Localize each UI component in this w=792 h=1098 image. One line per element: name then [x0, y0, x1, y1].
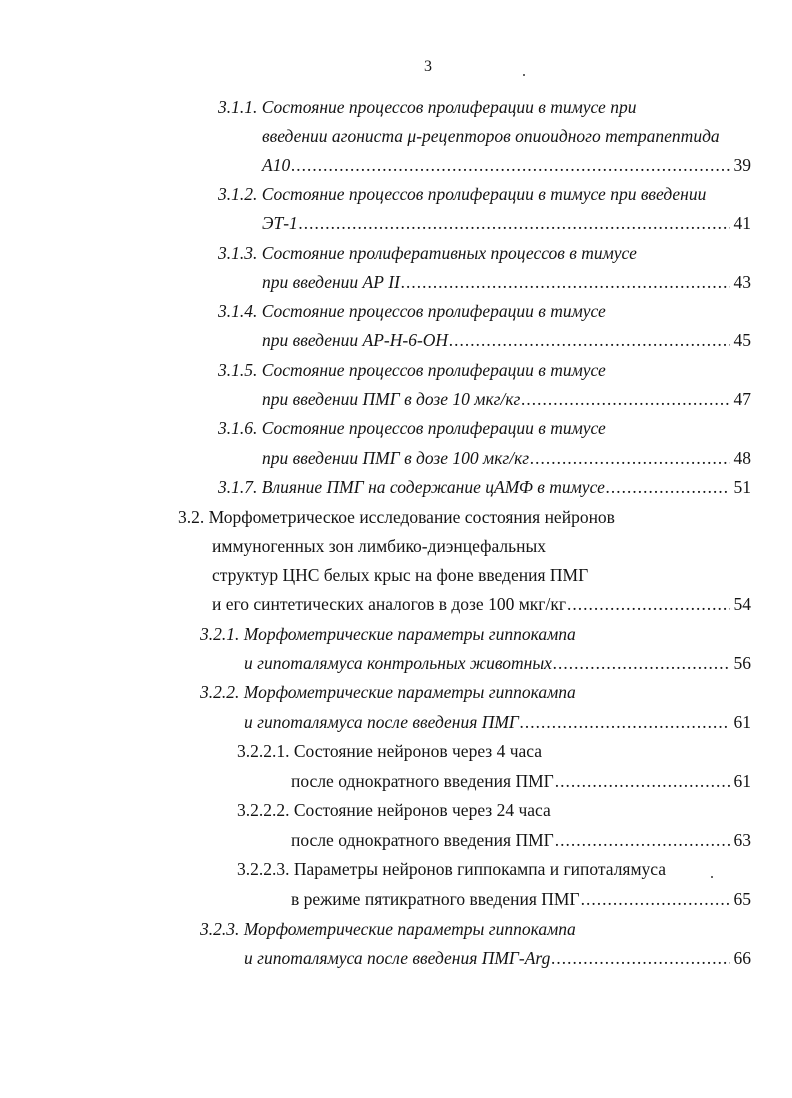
toc-entry-3-2-2-2[interactable]	[291, 829, 751, 851]
leader-dots	[449, 329, 729, 351]
toc-heading-line: 3.1.2. Состояние процессов пролиферации в тимусе при введении	[218, 184, 707, 204]
toc-entry-3-2-1[interactable]	[244, 652, 751, 674]
leader-dots	[521, 388, 729, 410]
toc-entry-title: при введении ПМГ в дозе 10 мкг/кг	[262, 389, 521, 409]
toc-entry-title: ЭТ-1	[262, 213, 298, 233]
leader-dots	[606, 476, 730, 498]
toc-entry-title: при введении АР-Н-6-ОН	[262, 330, 449, 350]
toc-heading-line: 3.2.3. Морфометрические параметры гиппокампа	[200, 919, 576, 939]
toc-heading-line: иммуногенных зон лимбико-диэнцефальных	[212, 536, 546, 556]
page-number: 3	[424, 58, 432, 75]
toc-entry-3-1-2[interactable]	[262, 212, 751, 234]
toc-heading-line: 3.2.1. Морфометрические параметры гиппокампа	[200, 624, 576, 644]
toc-entry-3-1-5[interactable]	[262, 388, 751, 410]
toc-entry-title: и гипоталямуса контрольных животных	[244, 653, 552, 673]
leader-dots	[567, 593, 730, 615]
toc-entry-3-1-1[interactable]	[262, 154, 751, 176]
toc-page-number: 43	[733, 272, 751, 292]
toc-entry-3-2-2-1[interactable]	[291, 770, 751, 792]
toc-page-number: 63	[733, 830, 751, 850]
toc-entry-title: и гипоталямуса после введения ПМГ	[244, 712, 519, 732]
toc-page-number: 61	[733, 712, 751, 732]
toc-heading-line: 3.2.2.1. Состояние нейронов через 4 часа	[237, 741, 543, 761]
toc-page-number: 51	[733, 477, 751, 497]
leader-dots	[291, 154, 729, 176]
toc-page-number: 48	[733, 448, 751, 468]
leader-dots	[555, 829, 730, 851]
leader-dots	[299, 212, 730, 234]
leader-dots	[555, 770, 730, 792]
toc-entry-title: после однократного введения ПМГ	[291, 830, 554, 850]
toc-entry-3-1-6[interactable]	[262, 447, 751, 469]
toc-heading-line: 3.1.5. Состояние процессов пролиферации в тимусе	[218, 360, 606, 380]
toc-heading-line: 3.1.4. Состояние процессов пролиферации в тимусе	[218, 301, 606, 321]
toc-heading-line: 3.2.2.2. Состояние нейронов через 24 часа	[237, 800, 551, 820]
toc-page-number: 56	[733, 653, 751, 673]
scan-speck	[711, 876, 713, 878]
leader-dots	[530, 447, 729, 469]
toc-heading-line: 3.1.3. Состояние пролиферативных процессов в тимусе	[218, 243, 637, 263]
leader-dots	[553, 652, 730, 674]
toc-page-number: 41	[733, 213, 751, 233]
toc-page-number: 54	[733, 594, 751, 614]
toc-heading-line: 3.2.2. Морфометрические параметры гиппокампа	[200, 682, 576, 702]
toc-entry-title: и его синтетических аналогов в дозе 100 мкг/кг	[212, 594, 566, 614]
toc-heading-line: введении агониста μ-рецепторов опиоидного тетрапептида	[262, 126, 720, 146]
toc-entry-title: 3.1.7. Влияние ПМГ на содержание цАМФ в тимусе	[218, 477, 605, 497]
toc-entry-title: в режиме пятикратного введения ПМГ	[291, 889, 580, 909]
toc-page-number: 61	[733, 771, 751, 791]
toc-entry-3-2-3[interactable]	[244, 947, 751, 969]
leader-dots	[401, 271, 730, 293]
toc-entry-3-1-4[interactable]	[262, 329, 751, 351]
toc-entry-3-2-2[interactable]	[244, 711, 751, 733]
toc-entry-3-2-2-3[interactable]	[291, 888, 751, 910]
toc-entry-title: и гипоталямуса после введения ПМГ-Arg	[244, 948, 551, 968]
toc-heading-line: структур ЦНС белых крыс на фоне введения ПМГ	[212, 565, 589, 585]
toc-entry-3-1-7[interactable]	[218, 476, 751, 498]
toc-entry-title: после однократного введения ПМГ	[291, 771, 554, 791]
toc-page-number: 39	[733, 155, 751, 175]
toc-entry-title: при введении АР II	[262, 272, 400, 292]
toc-entry-3-1-3[interactable]	[262, 271, 751, 293]
toc-heading-line: 3.2.2.3. Параметры нейронов гиппокампа и гипоталямуса	[237, 859, 667, 879]
toc-entry-title: А10	[262, 155, 291, 175]
toc-page-number: 47	[733, 389, 751, 409]
toc-page-number: 66	[733, 948, 751, 968]
toc-page-number: 45	[733, 330, 751, 350]
toc-page-number: 65	[733, 889, 751, 909]
leader-dots	[551, 947, 729, 969]
toc-heading-line: 3.1.6. Состояние процессов пролиферации в тимусе	[218, 418, 606, 438]
toc-entry-title: при введении ПМГ в дозе 100 мкг/кг	[262, 448, 530, 468]
leader-dots	[520, 711, 730, 733]
toc-heading-line: 3.1.1. Состояние процессов пролиферации в тимусе при	[218, 97, 637, 117]
leader-dots	[581, 888, 730, 910]
scan-speck	[523, 74, 525, 76]
toc-heading-line: 3.2. Морфометрическое исследование состояния нейронов	[178, 507, 615, 527]
toc-entry-3-2[interactable]	[212, 593, 751, 615]
